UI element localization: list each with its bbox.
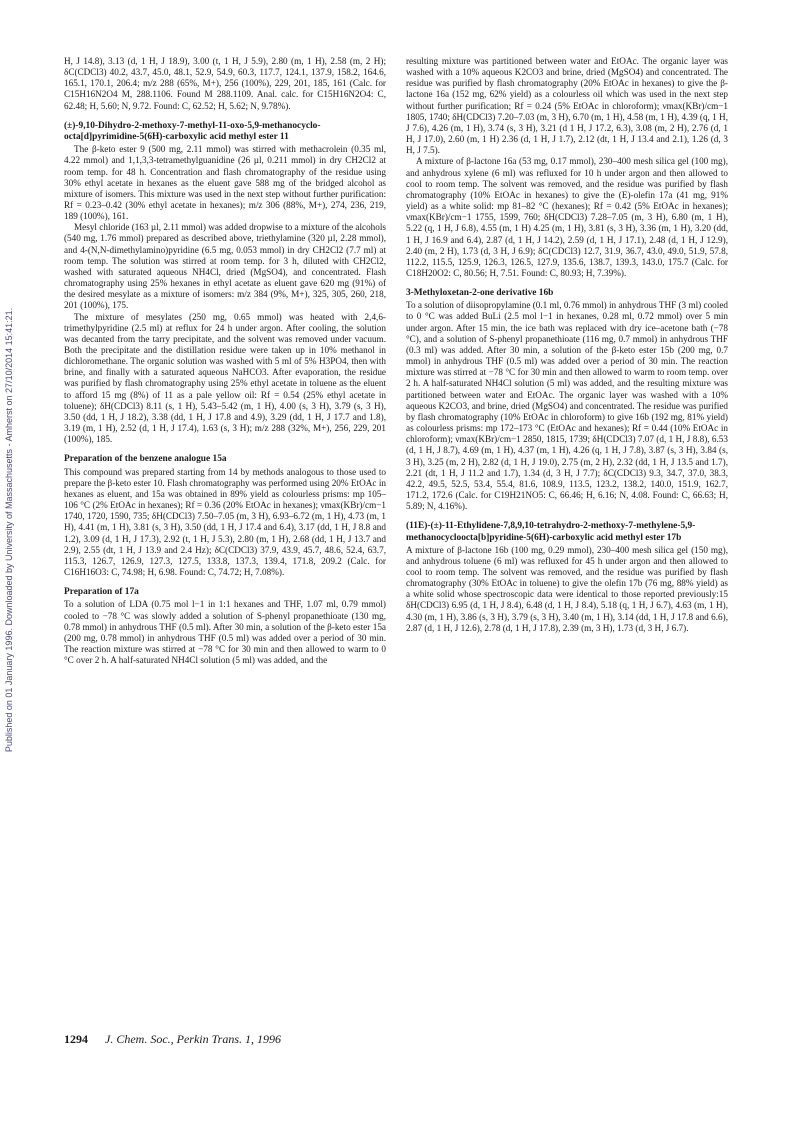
- page-number: 1294: [64, 1032, 88, 1046]
- body-paragraph: A mixture of β-lactone 16b (100 mg, 0.29 mmol), 230–400 mesh silica gel (150 mg), and anhydrous toluene (6 ml) was refluxed for 45 h under argon and then allowed to cool to room temp. The solvent was removed, and the residue was purified by flash chromatography (30% EtOAc in toluene) to give the olefin 17b (76 mg, 88% yield) as a white solid whose spectroscopic data were identical to those reported previously:15 δH(CDCl3) 6.95 (d, 1 H, J 8.4), 6.48 (d, 1 H, J 8.4), 5.18 (q, 1 H, J 6.7), 4.63 (m, 1 H), 4.30 (m, 1 H), 3.86 (s, 3 H), 3.79 (s, 3 H), 3.40 (m, 1 H), 3.14 (dd, 1 H, J 17.8 and 6.6), 2.87 (d, 1 H, J 12.6), 2.78 (d, 1 H, J 17.8), 2.39 (m, 3 H), 1.73 (d, 3 H, J 6.7).: [406, 544, 728, 633]
- section-heading-benzene-analogue: Preparation of the benzene analogue 15a: [64, 454, 227, 465]
- right-column: [406, 56, 728, 634]
- continued-paragraph: H, J 14.8), 3.13 (d, 1 H, J 18.9), 3.00 (t, 1 H, J 5.9), 2.80 (m, 1 H), 2.58 (m, 2 H); δC(CDCl3) 40.2, 43.7, 45.0, 48.1, 52.9, 54.9, 60.3, 117.7, 124.1, 137.9, 158.2, 164.6, 165.1, 170.1, 206.4; m/z 288 (65%, M+), 256 (100%), 229, 201, 185, 161 (Calc. for C15H16N2O4 M, 288.1106. Found M 288.1109. Anal. calc. for C15H16N2O4: C, 62.48; H, 5.60; N, 9.72. Found: C, 62.52; H, 5.62; N, 9.78%).: [64, 56, 386, 111]
- body-paragraph: This compound was prepared starting from 14 by methods analogous to those used to prepare the β-keto ester 10. Flash chromatography was performed using 20% EtOAc in hexanes as eluent, and 15a was obtained in 89% yield as colourless prisms: mp 105–106 °C (2% EtOAc in hexanes); Rf = 0.36 (20% EtOAc in hexanes); νmax(KBr)/cm−1 1740, 1720, 1590, 735; δH(CDCl3) 7.50–7.05 (m, 3 H), 6.93–6.72 (m, 1 H), 4.73 (m, 1 H), 4.41 (m, 1 H), 3.81 (s, 3 H), 3.50 (dd, 1 H, J 17.4 and 6.4), 3.17 (dd, 1 H, J 8.8 and 1.2), 3.09 (d, 1 H, J 17.3), 2.92 (t, 1 H, J 5.3), 2.80 (m, 1 H), 2.68 (dd, 1 H, J 13.7 and 2.9), 2.55 (dt, 1 H, J 13.9 and 2.4 Hz); δC(CDCl3) 37.9, 43.9, 45.7, 48.6, 52.4, 63.7, 115.3, 126.7, 126.9, 127.3, 127.5, 133.8, 137.3, 139.4, 171.8, 209.2 (Calc. for C16H16O3: C, 74.98; H, 6.98. Found: C, 74.72; H, 7.08%).: [64, 466, 386, 578]
- body-paragraph: To a solution of diisopropylamine (0.1 ml, 0.76 mmol) in anhydrous THF (3 ml) cooled to 0 °C was added BuLi (2.5 mol l−1 in hexanes, 0.28 ml, 0.72 mmol) over 5 min under argon. After 15 min, the ice bath was replaced with dry ice–acetone bath (−78 °C), and a solution of S-phenyl propanethioate (116 mg, 0.7 mmol) in anhydrous THF (0.3 ml) was added. After 30 min, a solution of the β-keto ester 15b (200 mg, 0.7 mmol) in anhydrous THF (0.5 ml) was added over a period of 30 min. The reaction mixture was stirred at −78 °C for 30 min and then allowed to warm to room temp. over 2 h. A half-saturated NH4Cl solution (5 ml) was added, and the resulting mixture was partitioned between water and EtOAc. The organic layer was washed with a 10% aqueous K2CO3, and brine, dried (MgSO4) and concentrated. The residue was purified by flash chromatography (10% EtOAc in chloroform) to give 16b (192 mg, 81% yield) as colourless prisms: mp 172–173 °C (EtOAc and hexanes); Rf = 0.44 (10% EtOAc in chloroform); νmax(KBr)/cm−1 2850, 1815, 1739; δH(CDCl3) 7.07 (d, 1 H, J 8.8), 6.53 (d, 1 H, J 8.7), 4.69 (m, 1 H), 4.37 (m, 1 H), 4.26 (q, 1 H, J 7.8), 3.87 (s, 3 H), 3.84 (s, 3 H), 3.25 (m, 2 H), 2.82 (d, 1 H, J 19.0), 2.75 (m, 2 H), 2.32 (dd, 1 H, J 13.5 and 1.7), 2.21 (dt, 1 H, J 11.2 and 1.7), 1.34 (d, 3 H, J 7.7); δC(CDCl3) 9.3, 34.7, 37.0, 38.3, 42.2, 49.5, 52.5, 53.4, 55.4, 81.6, 108.9, 113.5, 123.2, 138.2, 140.0, 151.9, 162.7, 171.2, 172.6 (Calc. for C19H21NO5: C, 66.46; H, 6.16; N, 4.08. Found: C, 66.63; H, 5.89; N, 4.16%).: [406, 300, 728, 512]
- body-paragraph: To a solution of LDA (0.75 mol l−1 in 1:1 hexanes and THF, 1.07 ml, 0.79 mmol) cooled to −78 °C was slowly added a solution of S-phenyl propanethioate (130 mg, 0.78 mmol) in anhydrous THF (0.5 ml). After 30 min, a solution of the β-keto ester 15a (200 mg, 0.78 mmol) in anhydrous THF (0.5 ml) was added over a period of 30 min. The reaction mixture was stirred at −78 °C for 30 min and then allowed to warm to 0 °C over 2 h. A half-saturated NH4Cl solution (5 ml) was added, and the: [64, 599, 386, 666]
- left-column: [64, 56, 386, 666]
- section-heading-17b: (11E)-(±)-11-Ethylidene-7,8,9,10-tetrahydro-2-methoxy-7-methylene-5,9-methanocycloocta[b]pyridine-5(6H)-carboxylic acid methyl ester 17b: [406, 521, 696, 543]
- download-watermark: [2, 150, 16, 910]
- section-heading-compound-11: (±)-9,10-Dihydro-2-methoxy-7-methyl-11-oxo-5,9-methanocycloocta[d]pyrimidine-5(6H)-carboxylic acid methyl ester 11: [64, 120, 321, 142]
- body-paragraph: The β-keto ester 9 (500 mg, 2.11 mmol) was stirred with methacrolein (0.35 ml, 4.22 mmol) and 1,1,3,3-tetramethylguanidine (26 µl, 0.211 mmol) in dry CH2Cl2 at room temp. for 48 h. Concentration and flash chromatography of the residue using 30% ethyl acetate in hexanes as the eluent gave 588 mg of the bridged alcohol as mixture of isomers. This mixture was used in the next step without further purification: Rf = 0.23–0.42 (30% ethyl acetate in hexanes); m/z 306 (88%, M+), 274, 236, 219, 189 (100%), 161.: [64, 144, 386, 222]
- body-paragraph: A mixture of β-lactone 16a (53 mg, 0.17 mmol), 230–400 mesh silica gel (100 mg), and anhydrous xylene (6 ml) was refluxed for 10 h under argon and then allowed to cool to room temp. The solvent was removed, and the residue was purified by flash chromatography (10% EtOAc in hexanes) to give the (E)-olefin 17a (41 mg, 91% yield) as a white solid: mp 81–82 °C (hexanes); Rf = 0.42 (5% EtOAc in hexanes); νmax(KBr)/cm−1 1755, 1599, 760; δH(CDCl3) 7.28–7.05 (m, 3 H), 6.80 (m, 1 H), 5.22 (q, 1 H, J 6.8), 4.55 (m, 1 H) 4.25 (m, 1 H), 3.81 (s, 3 H), 3.36 (m, 1 H), 3.20 (dd, 1 H, J 16.9 and 6.4), 2.87 (d, 1 H, J 14.2), 2.59 (d, 1 H, J 17.1), 2.48 (d, 1 H, J 12.9), 2.40 (m, 2 H), 1.73 (d, 3 H, J 6.9); δC(CDCl3) 12.7, 31.9, 36.7, 43.0, 49.0, 51.9, 57.8, 112.2, 115.5, 125.9, 126.3, 126.5, 127.9, 135.6, 138.7, 139.3, 143.0, 175.7 (Calc. for C18H20O2: C, 80.56; H, 7.51. Found: C, 80.93; H, 7.39%).: [406, 156, 728, 278]
- body-paragraph: The mixture of mesylates (250 mg, 0.65 mmol) was heated with 2,4,6-trimethylpyridine (2.5 ml) at reflux for 24 h under argon. After cooling, the solution was decanted from the tarry precipitate, and the solvent was removed under vacuum. Both the precipitate and the distillation residue were taken up in 10% methanol in dichloromethane. The organic solution was washed with 5 ml of 5% H3PO4, then with brine, and finally with a saturated aqueous NaHCO3. After evaporation, the residue was purified by flash chromatography using 25% ethyl acetate in toluene as the eluent to afford 15 mg (8%) of 11 as a pale yellow oil: Rf = 0.54 (25% ethyl acetate in toluene); δH(CDCl3) 8.11 (s, 1 H), 5.43–5.42 (m, 1 H), 4.00 (s, 3 H), 3.79 (s, 3 H), 3.50 (dd, 1 H, J 18.2), 3.38 (dd, 1 H, J 17.8 and 4.9), 3.29 (dd, 1 H, J 17.7 and 1.8), 3.19 (m, 1 H), 2.52 (d, 1 H, J 17.4), 1.63 (s, 3 H); m/z 288 (32%, M+), 256, 229, 201 (100%), 185.: [64, 311, 386, 445]
- body-paragraph: Mesyl chloride (163 µl, 2.11 mmol) was added dropwise to a mixture of the alcohols (540 mg, 1.76 mmol) prepared as described above, triethylamine (320 µl, 2.28 mmol), and 4-(N,N-dimethylamino)pyridine (6.5 mg, 0.053 mmol) in dry CH2Cl2 (7.7 ml) at room temp. The solution was stirred at room temp. for 3 h, diluted with CH2Cl2, washed with saturated aqueous NH4Cl, dried (MgSO4), and concentrated. Flash chromatography using 25% hexanes in ethyl acetate as eluent gave 620 mg (91%) of the desired mesylate as a mixture of isomers: m/z 384 (9%, M+), 325, 305, 260, 218, 201 (100%), 175.: [64, 222, 386, 311]
- page-footer: [64, 1032, 281, 1047]
- section-heading-17a: Preparation of 17a: [64, 587, 139, 598]
- section-heading-16b: 3-Methyloxetan-2-one derivative 16b: [406, 288, 554, 299]
- download-watermark-text: Published on 01 January 1996. Downloaded by University of Massachusetts - Amherst on 27/10/2014 15:41:21.: [4, 307, 14, 753]
- journal-reference: J. Chem. Soc., Perkin Trans. 1, 1996: [105, 1032, 281, 1046]
- continued-paragraph: resulting mixture was partitioned between water and EtOAc. The organic layer was washed with a 10% aqueous K2CO3 and brine, dried (MgSO4) and concentrated. The residue was purified by flash chromatography (20% EtOAc in hexanes) to give the β-lactone 16a (152 mg, 62% yield) as a colourless oil which was used in the next step without further purification; Rf = 0.24 (5% EtOAc in chloroform); νmax(KBr)/cm−1 1805, 1740; δH(CDCl3) 7.20–7.03 (m, 3 H), 6.70 (m, 1 H), 4.58 (m, 1 H), 4.39 (q, 1 H, J 7.6), 4.26 (m, 1 H), 3.74 (s, 3 H), 3.21 (d 1 H, J 17.2, 6.3), 3.08 (m, 2 H), 2.76 (d, 1 H, J 17.0), 2.60 (m, 1 H) 2.36 (d, 1 H, J 1.7), 2.12 (dt, 1 H, J 13.4 and 2.1), 1.26 (d, 3 H, J 7.5).: [406, 56, 728, 156]
